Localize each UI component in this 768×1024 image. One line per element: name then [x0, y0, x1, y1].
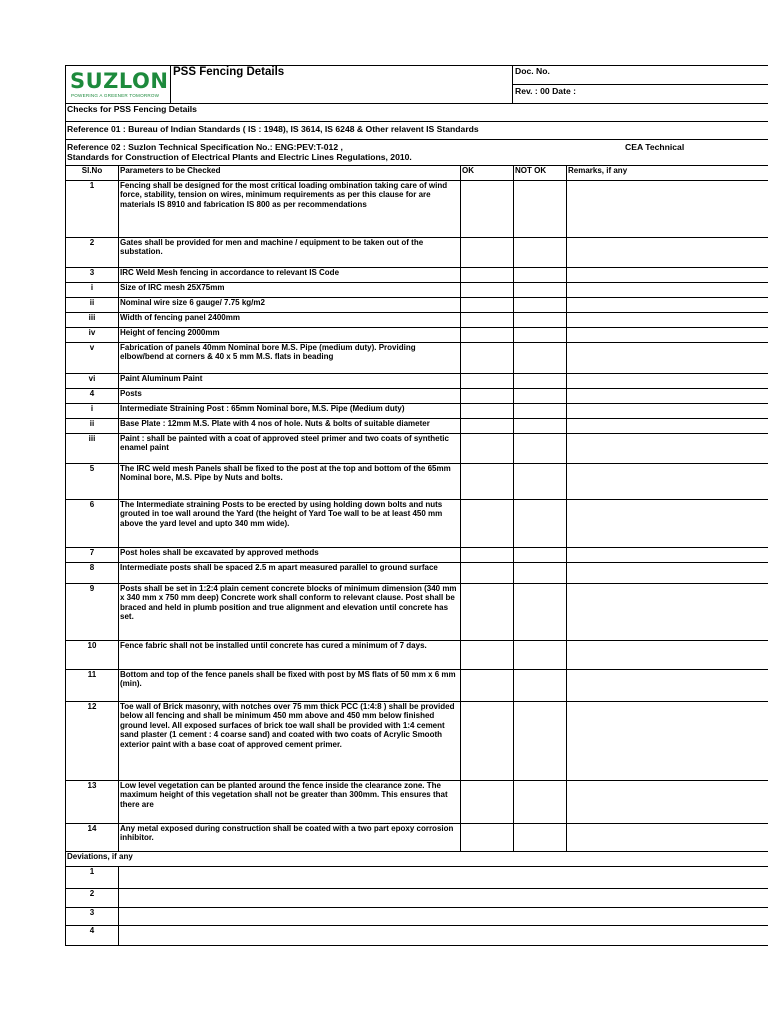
ok-cell[interactable] [461, 238, 514, 268]
remarks-cell[interactable] [567, 298, 768, 313]
not-ok-cell[interactable] [514, 548, 567, 563]
table-row [66, 702, 768, 781]
not-ok-cell[interactable] [514, 670, 567, 702]
remarks-cell[interactable] [567, 419, 768, 434]
row-parameter: The IRC weld mesh Panels shall be fixed to the post at the top and bottom of the 65mm Nominal bore, M.S. Pipe by Nuts and bolts. [119, 464, 461, 500]
col-header-parameters: Parameters to be Checked [119, 166, 461, 181]
row-slno: iii [66, 434, 119, 464]
not-ok-cell[interactable] [514, 434, 567, 464]
reference-01: Reference 01 : Bureau of Indian Standards ( IS : 1948), IS 3614, IS 6248 & Other relavent IS Standards [67, 124, 479, 134]
not-ok-cell[interactable] [514, 389, 567, 404]
row-parameter: Base Plate : 12mm M.S. Plate with 4 nos of hole. Nuts & bolts of suitable diameter [119, 419, 461, 434]
row-parameter: Posts [119, 389, 461, 404]
ok-cell[interactable] [461, 328, 514, 343]
ok-cell[interactable] [461, 500, 514, 548]
ok-cell[interactable] [461, 283, 514, 298]
row-parameter: Post holes shall be excavated by approved methods [119, 548, 461, 563]
not-ok-cell[interactable] [514, 298, 567, 313]
remarks-cell[interactable] [567, 702, 768, 781]
remarks-cell[interactable] [567, 181, 768, 238]
remarks-cell[interactable] [567, 563, 768, 584]
row-slno: ii [66, 298, 119, 313]
ok-cell[interactable] [461, 563, 514, 584]
ok-cell[interactable] [461, 702, 514, 781]
deviation-row [66, 926, 768, 946]
remarks-cell[interactable] [567, 313, 768, 328]
not-ok-cell[interactable] [514, 824, 567, 852]
deviation-entry[interactable] [119, 889, 768, 908]
row-parameter: Fabrication of panels 40mm Nominal bore M.S. Pipe (medium duty). Providing elbow/bend at corners & 40 x 5 mm M.S. flats in beading [119, 343, 461, 374]
remarks-cell[interactable] [567, 670, 768, 702]
row-parameter: Toe wall of Brick masonry, with notches over 75 mm thick PCC (1:4:8 ) shall be provided below all fencing and shall be minimum 450 mm above and 450 mm below finished ground level. All exposed surfaces of brick toe wall shall be provided with 1:4 cement sand plaster (1 cement : 4 coarse sand) and coated with two coats of Acrylic Smooth exterior paint with a base coat of approved cement primer. [119, 702, 461, 781]
table-row [66, 641, 768, 670]
ok-cell[interactable] [461, 374, 514, 389]
remarks-cell[interactable] [567, 404, 768, 419]
row-parameter: Paint Aluminum Paint [119, 374, 461, 389]
row-parameter: Intermediate posts shall be spaced 2.5 m apart measured parallel to ground surface [119, 563, 461, 584]
checks-title: Checks for PSS Fencing Details [67, 104, 197, 114]
remarks-cell[interactable] [567, 238, 768, 268]
remarks-cell[interactable] [567, 824, 768, 852]
row-parameter: Paint : shall be painted with a coat of approved steel primer and two coats of synthetic enamel paint [119, 434, 461, 464]
not-ok-cell[interactable] [514, 702, 567, 781]
not-ok-cell[interactable] [514, 404, 567, 419]
header-divider-doc [512, 84, 768, 85]
not-ok-cell[interactable] [514, 238, 567, 268]
ok-cell[interactable] [461, 670, 514, 702]
remarks-cell[interactable] [567, 389, 768, 404]
row-slno: ii [66, 419, 119, 434]
row-parameter: Nominal wire size 6 gauge/ 7.75 kg/m2 [119, 298, 461, 313]
table-row [66, 404, 768, 419]
row-slno: v [66, 343, 119, 374]
ok-cell[interactable] [461, 824, 514, 852]
deviations-title: Deviations, if any [66, 852, 768, 867]
col-header-ok: OK [461, 166, 514, 181]
row-parameter: Posts shall be set in 1:2:4 plain cement concrete blocks of minimum dimension (340 mm x 340 mm x 750 mm deep) Concrete work shall conform to relevant clause. Post shall be braced and held in plumb position and true alignment and elevation until concrete has set. [119, 584, 461, 641]
doc-no-label: Doc. No. [515, 66, 550, 76]
remarks-cell[interactable] [567, 464, 768, 500]
ok-cell[interactable] [461, 268, 514, 283]
not-ok-cell[interactable] [514, 641, 567, 670]
row-slno: 12 [66, 702, 119, 781]
not-ok-cell[interactable] [514, 500, 567, 548]
row-parameter: IRC Weld Mesh fencing in accordance to relevant IS Code [119, 268, 461, 283]
row-slno: vi [66, 374, 119, 389]
row-parameter: Width of fencing panel 2400mm [119, 313, 461, 328]
document-title: PSS Fencing Details [173, 66, 285, 78]
row-slno: 13 [66, 781, 119, 824]
deviation-number: 4 [66, 926, 119, 946]
row-slno: 2 [66, 238, 119, 268]
remarks-cell[interactable] [567, 328, 768, 343]
table-row [66, 313, 768, 328]
row-slno: 14 [66, 824, 119, 852]
remarks-cell[interactable] [567, 343, 768, 374]
remarks-cell[interactable] [567, 434, 768, 464]
row-slno: 8 [66, 563, 119, 584]
reference-02-right: CEA Technical [625, 142, 685, 152]
row-parameter: Fence fabric shall not be installed until concrete has cured a minimum of 7 days. [119, 641, 461, 670]
logo-tagline: POWERING A GREENER TOMORROW [71, 93, 160, 98]
row-parameter: The Intermediate straining Posts to be erected by using holding down bolts and nuts grouted in toe wall around the Yard (the height of Yard Toe wall to be at least 450 mm above the yard level and upto 340 mm wide). [119, 500, 461, 548]
ok-cell[interactable] [461, 313, 514, 328]
row-slno: 1 [66, 181, 119, 238]
table-row [66, 268, 768, 283]
table-row [66, 464, 768, 500]
not-ok-cell[interactable] [514, 313, 567, 328]
row-parameter: Any metal exposed during construction shall be coated with a two part epoxy corrosion inhibitor. [119, 824, 461, 852]
remarks-cell[interactable] [567, 268, 768, 283]
row-slno: 3 [66, 268, 119, 283]
table-row [66, 283, 768, 298]
table-row [66, 500, 768, 548]
logo-text: SUZLON [70, 69, 169, 93]
ok-cell[interactable] [461, 389, 514, 404]
not-ok-cell[interactable] [514, 328, 567, 343]
remarks-cell[interactable] [567, 641, 768, 670]
table-row [66, 584, 768, 641]
row-slno: 7 [66, 548, 119, 563]
ok-cell[interactable] [461, 641, 514, 670]
header-divider-left [170, 65, 171, 104]
row-parameter: Bottom and top of the fence panels shall be fixed with post by MS flats of 50 mm x 6 mm (min). [119, 670, 461, 702]
not-ok-cell[interactable] [514, 584, 567, 641]
col-header-remarks: Remarks, if any [567, 166, 768, 181]
row-slno: i [66, 283, 119, 298]
checklist-table [65, 165, 768, 946]
table-row [66, 434, 768, 464]
reference-02-line2: Standards for Construction of Electrical Plants and Electric Lines Regulations, 2010. [67, 152, 412, 162]
not-ok-cell[interactable] [514, 563, 567, 584]
deviation-entry[interactable] [119, 926, 768, 946]
not-ok-cell[interactable] [514, 374, 567, 389]
table-row [66, 563, 768, 584]
ok-cell[interactable] [461, 584, 514, 641]
table-row [66, 374, 768, 389]
ok-cell[interactable] [461, 548, 514, 563]
row-parameter: Gates shall be provided for men and machine / equipment to be taken out of the substation. [119, 238, 461, 268]
not-ok-cell[interactable] [514, 781, 567, 824]
not-ok-cell[interactable] [514, 464, 567, 500]
row-parameter: Fencing shall be designed for the most critical loading ombination taking care of wind force, stability, tension on wires, minimum requirements as per this clause for are materials IS 8910 and fabrication IS 800 as per recommendations [119, 181, 461, 238]
table-row [66, 343, 768, 374]
col-header-slno: Sl.No [66, 166, 119, 181]
not-ok-cell[interactable] [514, 181, 567, 238]
deviation-entry[interactable] [119, 908, 768, 926]
row-slno: i [66, 404, 119, 419]
deviation-number: 3 [66, 908, 119, 926]
table-row [66, 548, 768, 563]
deviation-row [66, 889, 768, 908]
deviation-row [66, 867, 768, 889]
table-row [66, 824, 768, 852]
table-header-row [66, 166, 768, 181]
table-row [66, 419, 768, 434]
not-ok-cell[interactable] [514, 419, 567, 434]
company-logo [70, 69, 169, 100]
ok-cell[interactable] [461, 419, 514, 434]
rev-label: Rev. : 00 Date : [515, 86, 576, 96]
not-ok-cell[interactable] [514, 343, 567, 374]
row-parameter: Height of fencing 2000mm [119, 328, 461, 343]
deviation-number: 2 [66, 889, 119, 908]
ok-cell[interactable] [461, 464, 514, 500]
deviations-title-row [66, 852, 768, 867]
table-row [66, 238, 768, 268]
remarks-cell[interactable] [567, 548, 768, 563]
row-slno: 4 [66, 389, 119, 404]
not-ok-cell[interactable] [514, 268, 567, 283]
row-slno: iv [66, 328, 119, 343]
table-row [66, 181, 768, 238]
row-parameter: Intermediate Straining Post : 65mm Nominal bore, M.S. Pipe (Medium duty) [119, 404, 461, 419]
ok-cell[interactable] [461, 343, 514, 374]
table-row [66, 328, 768, 343]
table-row [66, 781, 768, 824]
not-ok-cell[interactable] [514, 283, 567, 298]
deviation-entry[interactable] [119, 867, 768, 889]
deviation-number: 1 [66, 867, 119, 889]
row-slno: 5 [66, 464, 119, 500]
remarks-cell[interactable] [567, 781, 768, 824]
row-slno: 10 [66, 641, 119, 670]
row-slno: 9 [66, 584, 119, 641]
remarks-cell[interactable] [567, 500, 768, 548]
ok-cell[interactable] [461, 181, 514, 238]
remarks-cell[interactable] [567, 283, 768, 298]
remarks-cell[interactable] [567, 374, 768, 389]
deviation-row [66, 908, 768, 926]
row-parameter: Size of IRC mesh 25X75mm [119, 283, 461, 298]
row-slno: iii [66, 313, 119, 328]
ok-cell[interactable] [461, 404, 514, 419]
col-header-not-ok: NOT OK [514, 166, 567, 181]
ok-cell[interactable] [461, 781, 514, 824]
remarks-cell[interactable] [567, 584, 768, 641]
row-slno: 11 [66, 670, 119, 702]
row-parameter: Low level vegetation can be planted around the fence inside the clearance zone. The maximum height of this vegetation shall not be greater than 300mm. This ensures that there are [119, 781, 461, 824]
table-row [66, 670, 768, 702]
ok-cell[interactable] [461, 434, 514, 464]
table-row [66, 298, 768, 313]
ok-cell[interactable] [461, 298, 514, 313]
row-slno: 6 [66, 500, 119, 548]
table-row [66, 389, 768, 404]
reference-02-line1: Reference 02 : Suzlon Technical Specification No.: ENG:PEV:T-012 , [67, 142, 343, 152]
